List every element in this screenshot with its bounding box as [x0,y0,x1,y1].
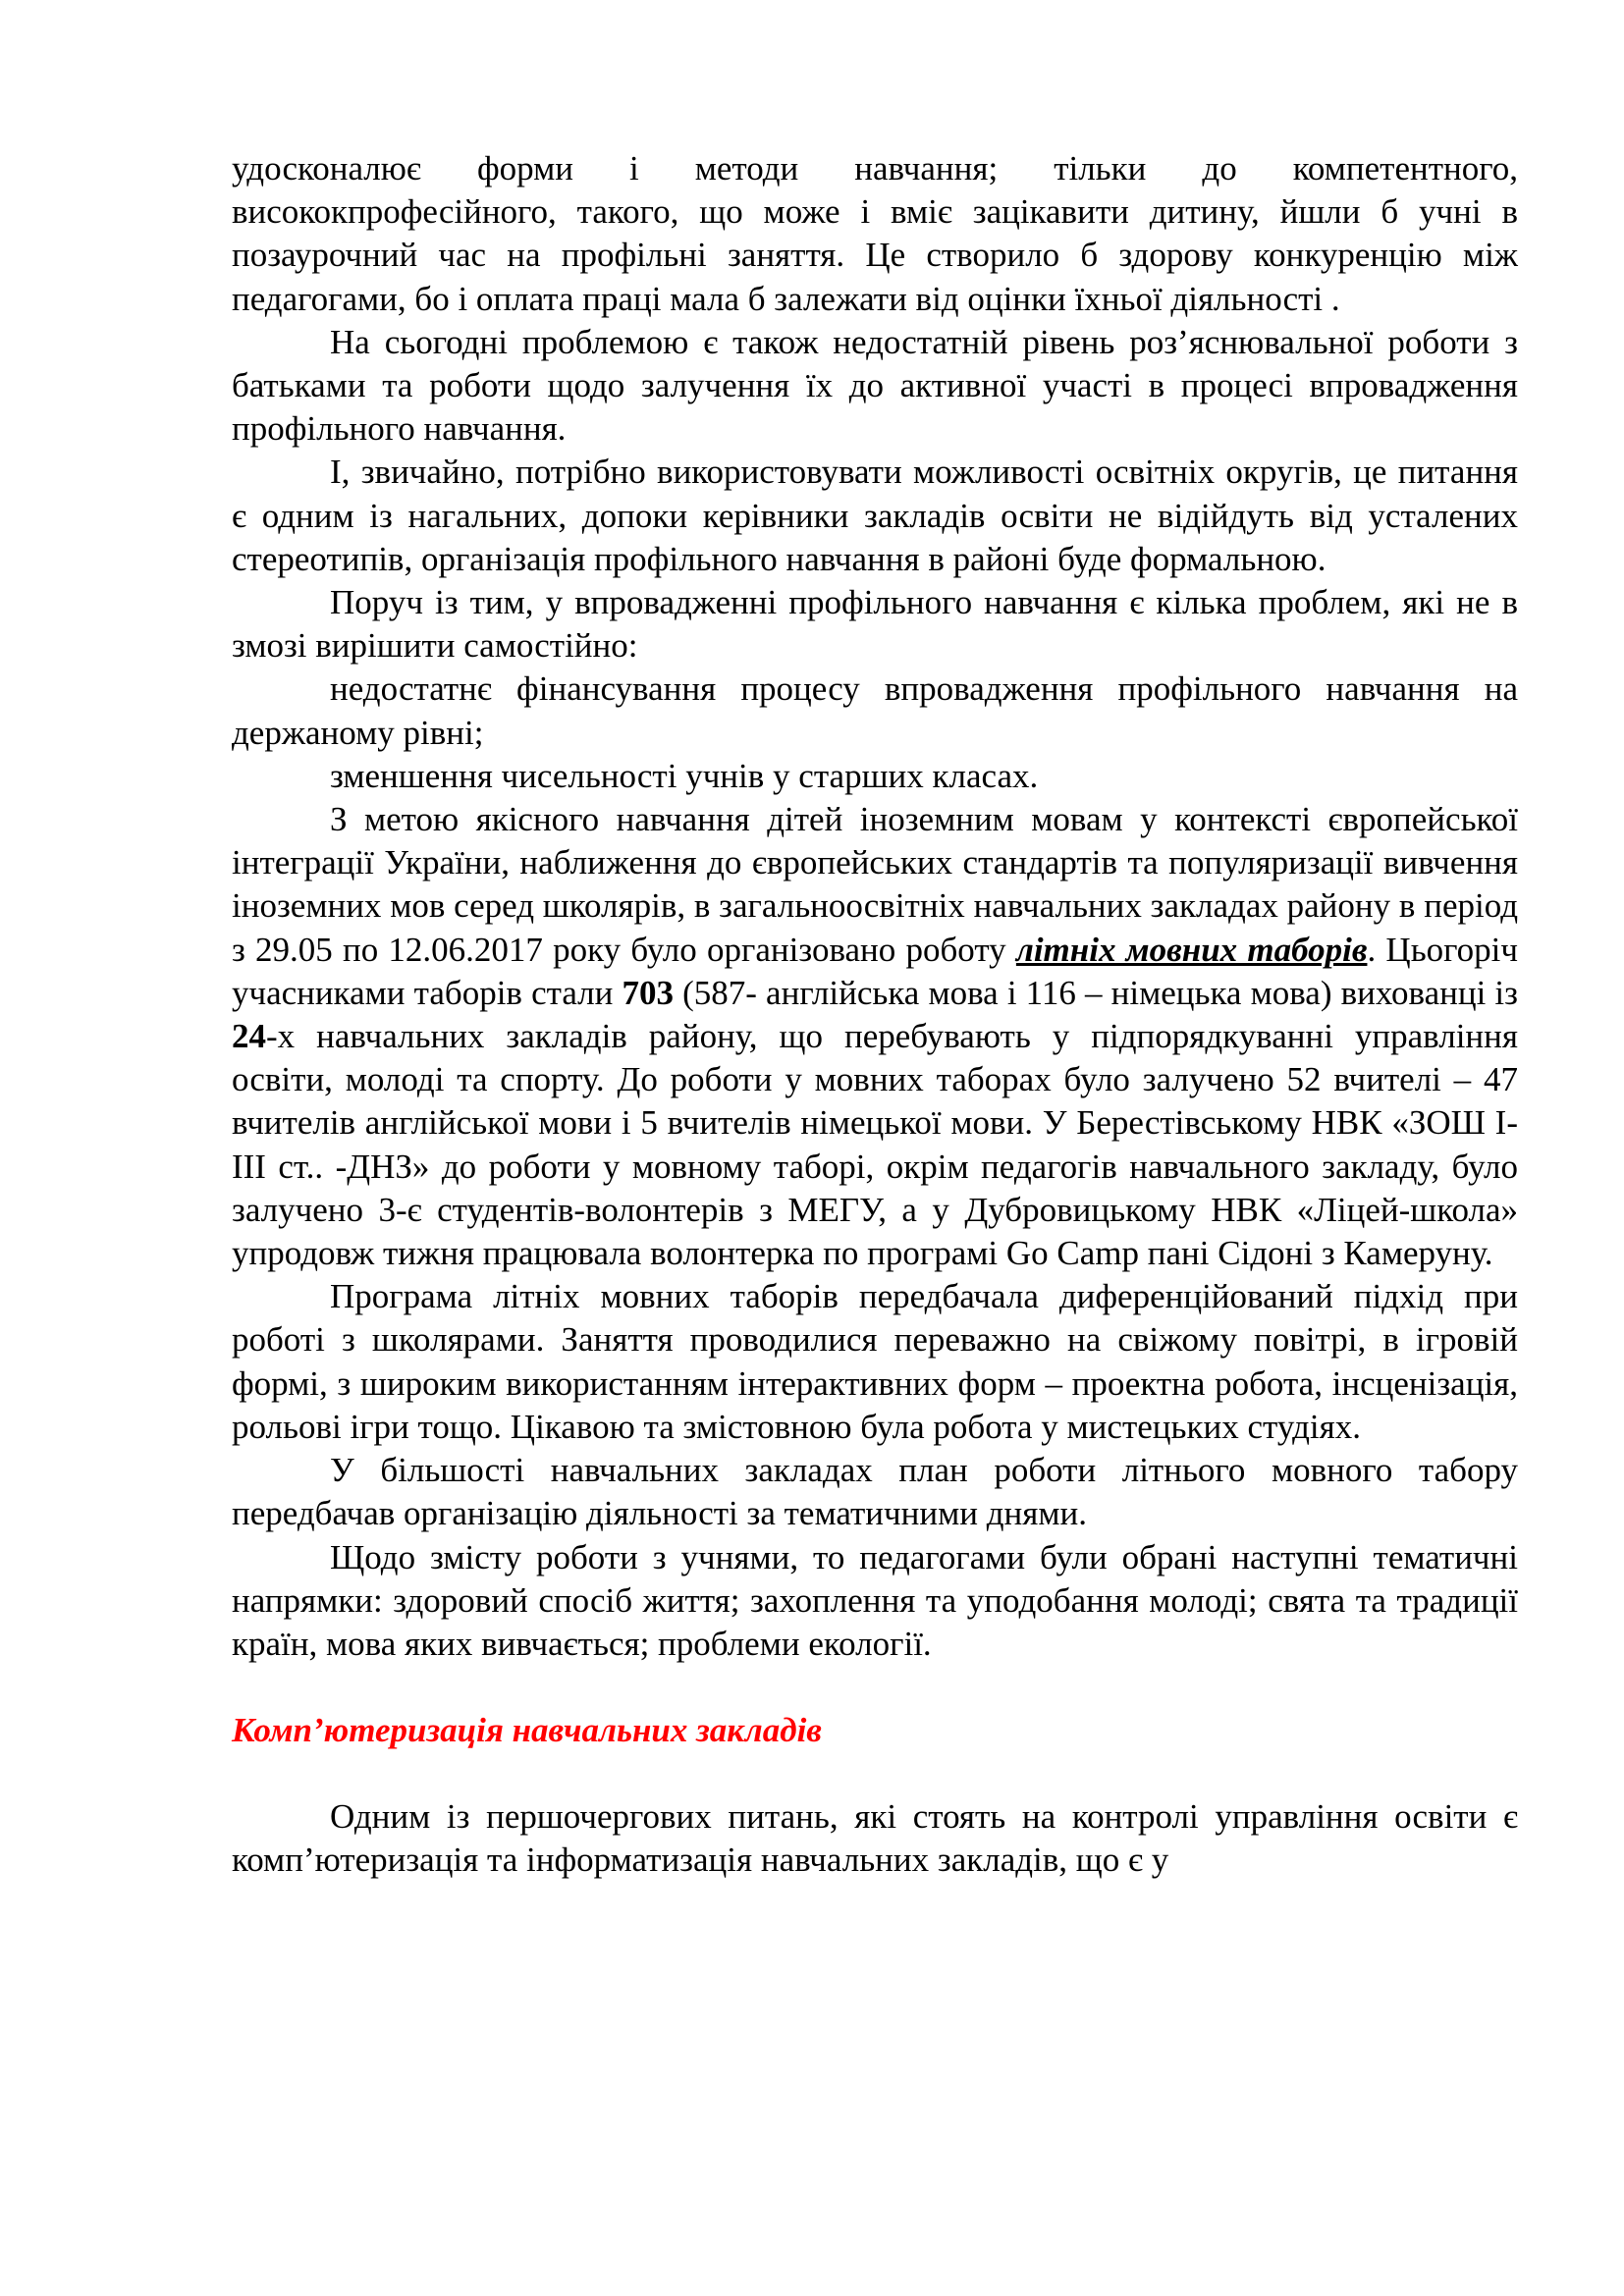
document-page [232,147,1518,1883]
spacer [232,1666,1518,1709]
paragraph-computerization: Одним із першочергових питань, які стоять на контролі управління освіти є комп’ютеризація та інформатизація навчальних закладів, що є у [232,1797,1518,1880]
text-segment: З метою якісного навчання дітей іноземним мовам у контексті європейської інтеграції України, наближення до європейських стандартів та популяризації вивчення іноземних мов серед школярів, в загальноосвітніх навчальних закладах району в період з 29.05 по 12.06.2017 року було організовано роботу [232,800,1518,969]
text-segment: (587- англійська мова і 116 – німецька мова) вихованці із [674,973,1518,1012]
paragraph-parents-work: На сьогодні проблемою є також недостатній рівень роз’яснювальної роботи з батьками та роботи щодо залучення їх до активної участі в процесі впровадження профільного навчання. [232,322,1518,449]
paragraph-language-camps [232,798,1518,1275]
section-heading: Комп’ютеризація навчальних закладів [232,1711,822,1750]
emphasis-summer-camps: літніх мовних таборів [1015,930,1368,969]
text-segment: . Цьогоріч учасниками таборів стали [232,930,1518,1012]
participants-count: 703 [622,973,674,1012]
paragraph-thematic-directions: Щодо змісту роботи з учнями, то педагогами були обрані наступні тематичні напрямки: здоровий спосіб життя; захоплення та уподобання молоді; свята та традиції країн, мова яких вивчається; проблеми екології. [232,1537,1518,1663]
schools-count: 24 [232,1017,266,1056]
paragraph-camp-program: Програма літніх мовних таборів передбачала диференційований підхід при роботі з школярами. Заняття проводилися переважно на свіжому повітрі, в ігровій формі, з широким використанням інтерактивних форм – проектна робота, інсценізація, рольові ігри тощо. Цікавою та змістовною була робота у мистецьких студіях. [232,1277,1518,1446]
paragraph-problems-intro: Поруч із тим, у впровадженні профільного навчання є кілька проблем, які не в змозі вирішити самостійно: [232,583,1518,666]
text-segment: -х навчальних закладів району, що перебувають у підпорядкуванні управління освіти, молоді та спорту. До роботи у мовних таборах було залучено 52 вчителі – 47 вчителів англійської мови і 5 вчителів німецької мови. У Берестівському НВК «ЗОШ І-ІІІ ст.. -ДНЗ» до роботи у мовному таборі, окрім педагогів навчального закладу, було залучено 3-є студентів-волонтерів з МЕГУ, а у Дубровицькому НВК «Ліцей-школа» упродовж тижня працювала волонтерка по програмі Go Camp пані Сідоні з Камеруну. [232,1017,1518,1273]
list-item-student-decline: зменшення чисельності учнів у старших класах. [330,756,1039,795]
list-item-funding: недостатнє фінансування процесу впровадження профільного навчання на держаному рівні; [232,669,1518,752]
paragraph-continuation: удосконалює форми і методи навчання; тільки до компетентного, висококпрофесійного, такого, що може і вміє зацікавити дитину, йшли б учні в позаурочний час на профільні заняття. Це створило б здорову конкуренцію між педагогами, бо і оплата праці мала б залежати від оцінки їхньої діяльності . [232,149,1518,318]
spacer [232,1752,1518,1795]
paragraph-thematic-days: У більшості навчальних закладах план роботи літнього мовного табору передбачав організацію діяльності за тематичними днями. [232,1451,1518,1533]
paragraph-educational-districts: І, звичайно, потрібно використовувати можливості освітніх округів, це питання є одним із нагальних, допоки керівники закладів освіти не відійдуть від усталених стереотипів, організація профільного навчання в районі буде формальною. [232,453,1518,578]
